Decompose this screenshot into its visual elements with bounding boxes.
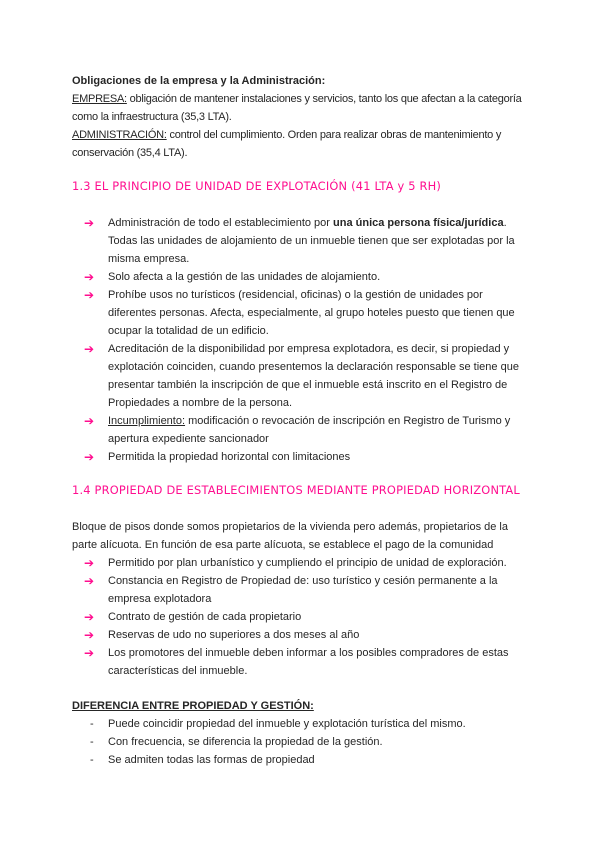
obligaciones-title: Obligaciones de la empresa y la Administración: (72, 75, 326, 87)
list-item (72, 412, 532, 448)
empresa-paragraph (72, 90, 532, 126)
list-item (72, 268, 532, 286)
propiedad-horizontal-list (72, 554, 532, 680)
list-item (72, 608, 532, 626)
arrow-right-icon: ➔ (84, 574, 95, 588)
arrow-right-icon: ➔ (84, 628, 95, 642)
administracion-paragraph (72, 126, 532, 162)
item-text: Prohíbe usos no turísticos (residencial, oficinas) o la gestión de unidades por diferentes personas. Afecta, especialmente, al grupo hoteles puesto que tienen que ocupar la totalidad de un edificio. (108, 289, 515, 337)
list-item (72, 733, 532, 751)
dash-bullet: - (90, 754, 94, 766)
item-text: Solo afecta a la gestión de las unidades de alojamiento. (108, 271, 381, 283)
incumplimiento-label: Incumplimiento: (108, 415, 186, 427)
arrow-right-icon: ➔ (84, 556, 95, 570)
administracion-label: ADMINISTRACIÓN: (72, 129, 167, 141)
list-item (72, 286, 532, 340)
diferencia-list (72, 715, 532, 769)
item-text: . Todas las unidades de alojamiento de un inmueble tienen que ser explotadas por la misma empresa. (108, 217, 515, 265)
item-text: modificación o revocación de inscripción en Registro de Turismo y apertura expediente sancionador (108, 415, 511, 445)
propiedad-horizontal-intro: Bloque de pisos donde somos propietarios de la vivienda pero además, propietarios de la parte alícuota. En función de esa parte alícuota, se establece el pago de la comunidad (72, 521, 508, 551)
dash-bullet: - (90, 718, 94, 730)
item-text: Se admiten todas las formas de propiedad (108, 754, 315, 766)
arrow-right-icon: ➔ (84, 646, 95, 660)
list-item (72, 644, 532, 680)
item-text: Puede coincidir propiedad del inmueble y explotación turística del mismo. (108, 718, 466, 730)
item-text: Permitido por plan urbanístico y cumpliendo el principio de unidad de exploración. (108, 557, 507, 569)
item-text: Administración de todo el establecimiento por (108, 217, 334, 229)
list-item (72, 448, 532, 466)
list-item (72, 751, 532, 769)
item-text: Acreditación de la disponibilidad por empresa explotadora, es decir, si propiedad y explotación coinciden, cuando presentemos la declaración responsable se tiene que presentar también la inscripción de que el inmueble está inscrito en el Registro de Propiedades a nombre de la persona. (108, 343, 519, 409)
item-text: Con frecuencia, se diferencia la propiedad de la gestión. (108, 736, 383, 748)
list-item (72, 572, 532, 608)
administracion-text: control del cumplimiento. Orden para realizar obras de mantenimiento y conservación (35,4 LTA). (72, 129, 502, 159)
item-text: Contrato de gestión de cada propietario (108, 611, 302, 623)
arrow-right-icon: ➔ (84, 414, 95, 428)
arrow-right-icon: ➔ (84, 216, 95, 230)
arrow-right-icon: ➔ (84, 450, 95, 464)
diferencia-title: DIFERENCIA ENTRE PROPIEDAD Y GESTIÓN: (72, 700, 314, 712)
empresa-label: EMPRESA: (72, 93, 127, 105)
heading-1-4: 1.4 PROPIEDAD DE ESTABLECIMIENTOS MEDIANTE PROPIEDAD HORIZONTAL (72, 483, 520, 497)
obligaciones-section (72, 72, 532, 162)
item-text: Constancia en Registro de Propiedad de: uso turístico y cesión permanente a la empresa explotadora (108, 575, 498, 605)
arrow-right-icon: ➔ (84, 342, 95, 356)
principio-unidad-list (72, 214, 532, 466)
list-item (72, 554, 532, 572)
item-text: Reservas de udo no superiores a dos meses al año (108, 629, 360, 641)
list-item (72, 626, 532, 644)
arrow-right-icon: ➔ (84, 610, 95, 624)
list-item (72, 715, 532, 733)
arrow-right-icon: ➔ (84, 288, 95, 302)
arrow-right-icon: ➔ (84, 270, 95, 284)
heading-1-3: 1.3 EL PRINCIPIO DE UNIDAD DE EXPLOTACIÓN (41 LTA y 5 RH) (72, 179, 442, 193)
item-text: Los promotores del inmueble deben informar a los posibles compradores de estas características del inmueble. (108, 647, 509, 677)
list-item (72, 340, 532, 412)
dash-bullet: - (90, 736, 94, 748)
list-item (72, 214, 532, 268)
empresa-text: obligación de mantener instalaciones y servicios, tanto los que afectan a la categoría como la infraestructura (35,3 LTA). (72, 93, 522, 123)
document-page (72, 72, 532, 769)
item-text: Permitida la propiedad horizontal con limitaciones (108, 451, 351, 463)
item-bold-text: una única persona física/jurídica (333, 217, 504, 229)
